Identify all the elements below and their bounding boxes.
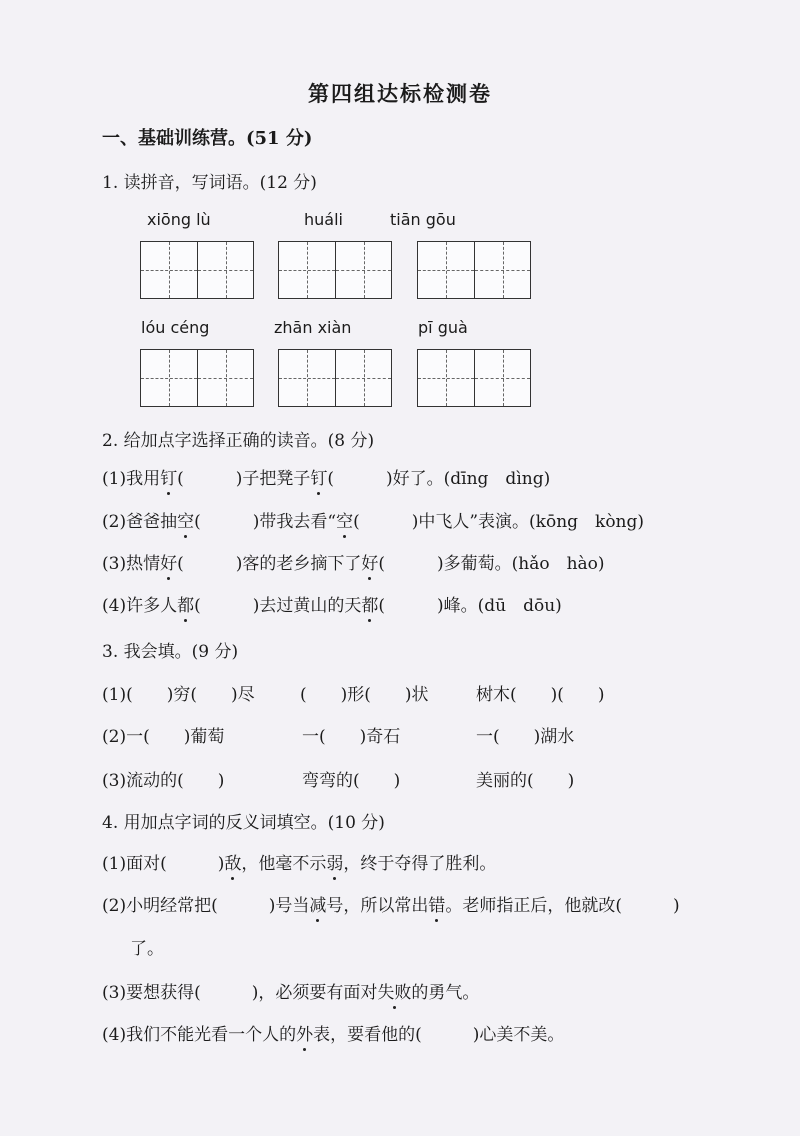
q4-sentence-2[interactable]: (2)小明经常把( )号当减号，所以常出错。老师指正后，他就改( ): [102, 896, 680, 916]
writing-grid[interactable]: [278, 241, 392, 299]
q2-item-3: (3)热情好( )客的老乡摘下了好( )多葡萄。(hǎo hào): [102, 554, 605, 574]
q4-sentence-2-continued: 了。: [130, 939, 164, 959]
q2-item-1: (1)我用钉( )子把凳子钉( )好了。(dīng dìng): [102, 469, 551, 489]
pinyin-5: zhān xiàn: [274, 318, 352, 337]
section-basic-training: 一、基础训练营。(51 分): [102, 128, 313, 149]
q3-row-1-col-3[interactable]: 树木( )( ): [476, 685, 605, 705]
q2-item-2: (2)爸爸抽空( )带我去看“空( )中飞人”表演。(kōng kòng): [102, 512, 645, 532]
q3-row-2-col-2[interactable]: 一( )奇石: [302, 727, 401, 747]
writing-grid[interactable]: [417, 349, 531, 407]
q4-sentence-3[interactable]: (3)要想获得( )，必须要有面对失败的勇气。: [102, 983, 480, 1003]
q3-row-2-col-3[interactable]: 一( )湖水: [476, 727, 575, 747]
q3-row-3-col-1[interactable]: (3)流动的( ): [102, 771, 225, 791]
question-4-label: 4. 用加点字词的反义词填空。(10 分): [102, 813, 385, 833]
q3-row-1-col-1[interactable]: (1)( )穷( )尽: [102, 685, 255, 705]
page-title: 第四组达标检测卷: [308, 81, 492, 106]
q3-row-3-col-2[interactable]: 弯弯的( ): [302, 771, 401, 791]
question-1-label: 1. 读拼音，写词语。(12 分): [102, 173, 317, 193]
pinyin-6: pī guà: [418, 318, 468, 337]
q3-row-1-col-2[interactable]: ( )形( )状: [300, 685, 429, 705]
question-3-label: 3. 我会填。(9 分): [102, 642, 239, 662]
writing-grid[interactable]: [417, 241, 531, 299]
pinyin-1: xiōng lù: [147, 210, 211, 229]
q2-item-4: (4)许多人都( )去过黄山的天都( )峰。(dū dōu): [102, 596, 562, 616]
writing-grid[interactable]: [140, 349, 254, 407]
pinyin-3: tiān gōu: [390, 210, 456, 229]
pinyin-4: lóu céng: [141, 318, 210, 337]
q4-sentence-4[interactable]: (4)我们不能光看一个人的外表，要看他的( )心美不美。: [102, 1025, 565, 1045]
pinyin-2: huáli: [304, 210, 343, 229]
q3-row-3-col-3[interactable]: 美丽的( ): [476, 771, 575, 791]
writing-grid[interactable]: [278, 349, 392, 407]
q4-sentence-1[interactable]: (1)面对( )敌，他毫不示弱，终于夺得了胜利。: [102, 854, 497, 874]
writing-grid[interactable]: [140, 241, 254, 299]
q3-row-2-col-1[interactable]: (2)一( )葡萄: [102, 727, 225, 747]
question-2-label: 2. 给加点字选择正确的读音。(8 分): [102, 431, 375, 451]
